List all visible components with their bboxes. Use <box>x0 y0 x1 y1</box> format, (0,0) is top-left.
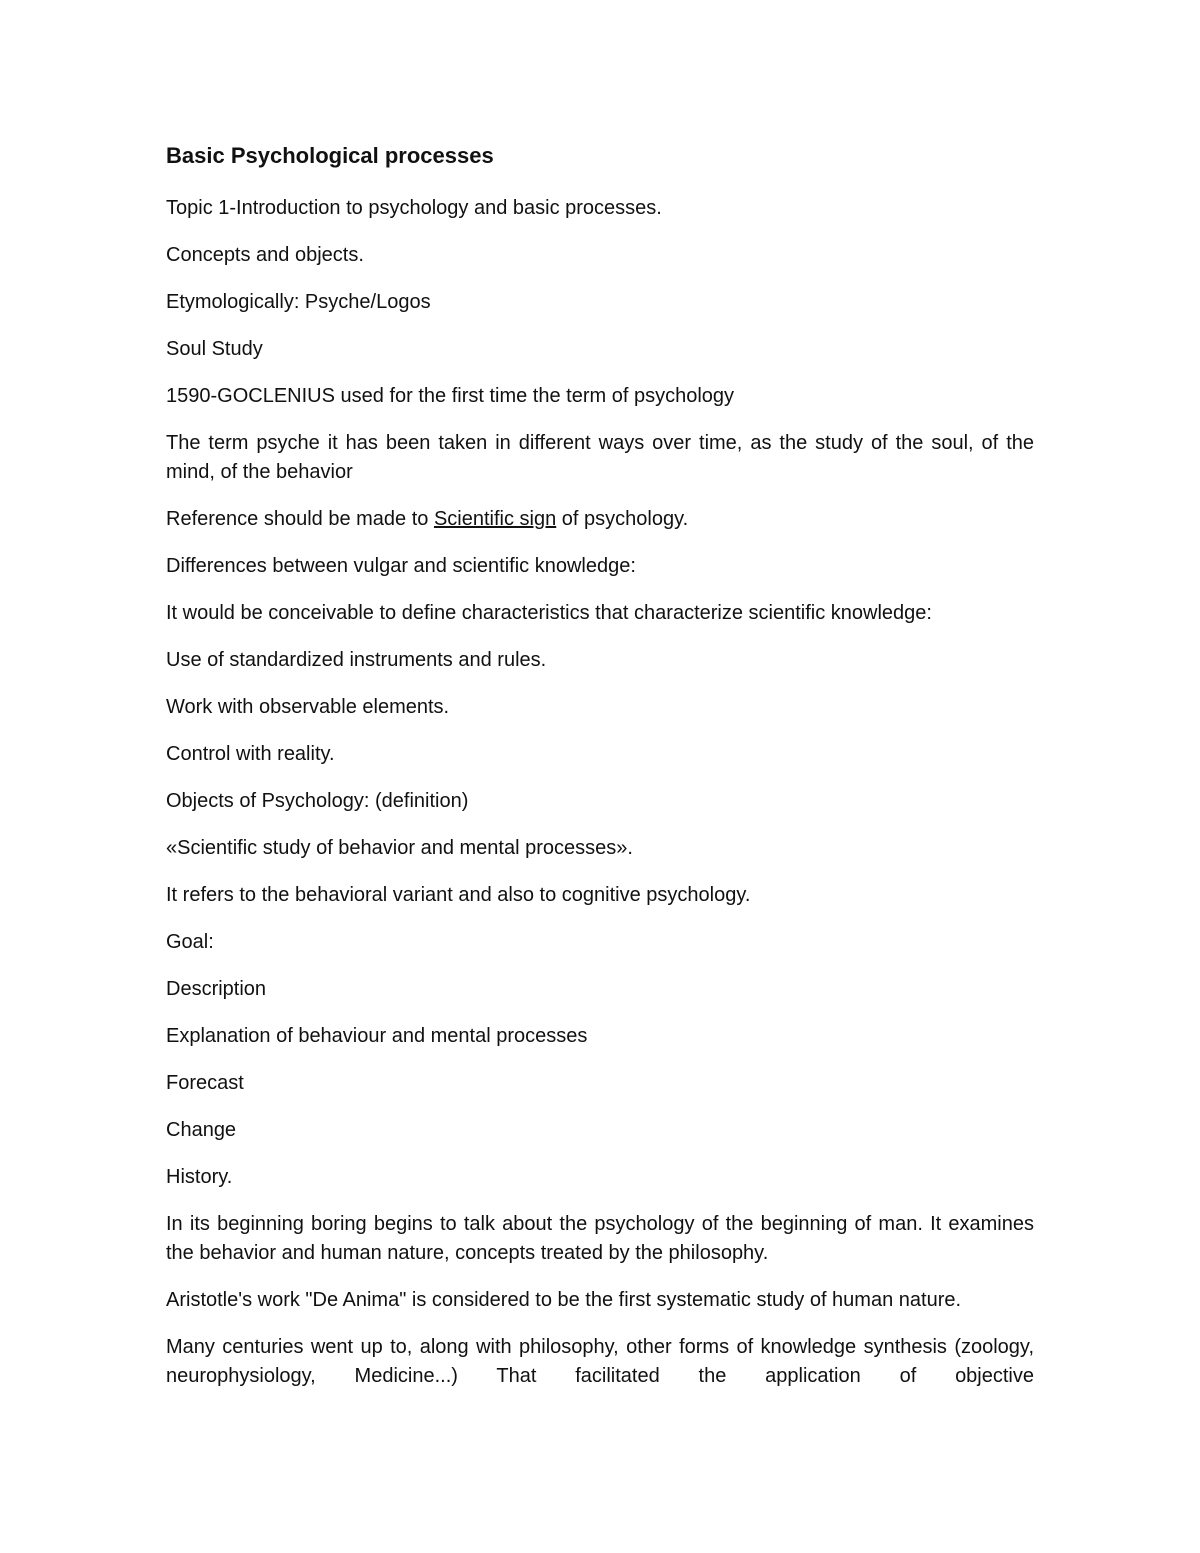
list-item-forecast: Forecast <box>166 1072 244 1094</box>
document-title: Basic Psychological processes <box>166 143 494 168</box>
reference-text-after: of psychology. <box>556 508 689 530</box>
paragraph-definition-quote: «Scientific study of behavior and mental processes». <box>166 837 633 859</box>
paragraph-centuries: Many centuries went up to, along with philosophy, other forms of knowledge synthesis (zoology, neurophysiology, Medicine...) That facilitated the application of objective <box>166 1336 1034 1387</box>
document-body <box>166 140 1034 1409</box>
paragraph-topic: Topic 1-Introduction to psychology and basic processes. <box>166 197 662 219</box>
list-item-explanation: Explanation of behaviour and mental processes <box>166 1025 588 1047</box>
list-item-change: Change <box>166 1119 237 1141</box>
paragraph-concepts: Concepts and objects. <box>166 244 364 266</box>
paragraph-objects: Objects of Psychology: (definition) <box>166 790 469 812</box>
paragraph-aristotle: Aristotle's work "De Anima" is considered to be the first systematic study of human nature. <box>166 1289 962 1311</box>
reference-text-before: Reference should be made to <box>166 508 434 530</box>
paragraph-history: History. <box>166 1166 233 1188</box>
paragraph-beginning: In its beginning boring begins to talk about the psychology of the beginning of man. It examines the behavior and human nature, concepts treated by the philosophy. <box>166 1213 1034 1264</box>
list-item-standardized: Use of standardized instruments and rules. <box>166 649 547 671</box>
list-item-observable: Work with observable elements. <box>166 696 450 718</box>
scientific-sign-underlined: Scientific sign <box>433 508 557 530</box>
list-item-description: Description <box>166 978 267 1000</box>
paragraph-characteristics: It would be conceivable to define characteristics that characterize scientific knowledge: <box>166 602 932 624</box>
paragraph-soul-study: Soul Study <box>166 338 263 360</box>
paragraph-etymology: Etymologically: Psyche/Logos <box>166 291 431 313</box>
list-item-control: Control with reality. <box>166 743 335 765</box>
paragraph-behavioral-variant: It refers to the behavioral variant and also to cognitive psychology. <box>166 884 751 906</box>
paragraph-goal: Goal: <box>166 931 214 953</box>
paragraph-reference <box>166 505 1034 534</box>
paragraph-goclenius: 1590-GOCLENIUS used for the first time the term of psychology <box>166 385 735 407</box>
paragraph-differences: Differences between vulgar and scientific knowledge: <box>166 555 636 577</box>
paragraph-psyche-term: The term psyche it has been taken in different ways over time, as the study of the soul, of the mind, of the behavior <box>166 432 1034 483</box>
